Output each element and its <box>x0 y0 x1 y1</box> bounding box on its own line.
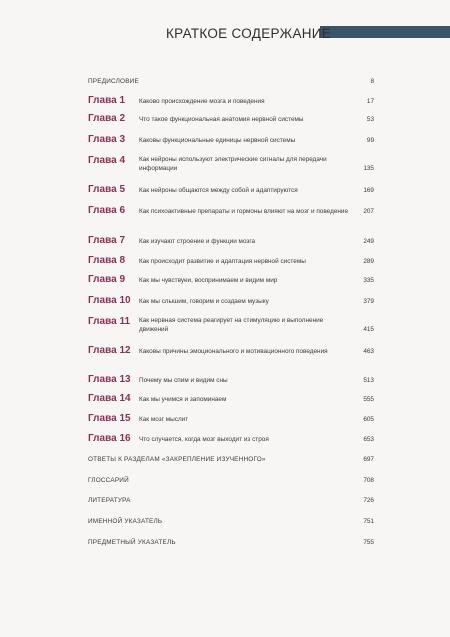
toc-page-number: 135 <box>363 165 374 172</box>
toc-entry-chapter[interactable] <box>88 393 374 404</box>
toc-entry-text: Как нейроны общаются между собой и адаптируются <box>139 187 298 194</box>
chapter-label: Глава 15 <box>88 413 131 424</box>
toc-page-number: 249 <box>363 238 374 245</box>
toc-page-number: 755 <box>363 539 374 546</box>
toc-page-number: 708 <box>363 477 374 484</box>
toc-entry-preface[interactable] <box>88 77 374 86</box>
toc-page-number: 17 <box>366 98 374 105</box>
chapter-label: Глава 14 <box>88 393 131 404</box>
header-color-bar <box>320 26 450 38</box>
toc-page-number: 169 <box>363 187 374 194</box>
toc-entry-text: Как мы учимся и запоминаем <box>139 396 227 403</box>
toc-entry-chapter[interactable] <box>88 134 374 145</box>
chapter-label: Глава 4 <box>88 155 126 166</box>
chapter-label: Глава 11 <box>88 316 131 327</box>
toc-entry-chapter[interactable] <box>88 345 374 356</box>
toc-entry-text: Что случается, когда мозг выходит из строя <box>139 436 269 443</box>
chapter-label: Глава 12 <box>88 345 131 356</box>
toc-page-number: 653 <box>363 436 374 443</box>
toc-entry-chapter[interactable] <box>88 374 374 385</box>
toc-entry-chapter[interactable] <box>88 113 374 124</box>
toc-page-number: 379 <box>363 298 374 305</box>
toc-entry-chapter[interactable] <box>88 255 374 266</box>
toc-entry-chapter[interactable] <box>88 155 374 173</box>
toc-entry-chapter[interactable] <box>88 95 374 106</box>
toc-entry-text: Как нейроны используют электрические сигналы для передачи информации <box>139 156 327 172</box>
chapter-label: Глава 1 <box>88 95 126 106</box>
toc-entry-text: Как мозг мыслит <box>139 416 189 423</box>
toc-entry-text: Как изучают строение и функции мозга <box>139 238 256 245</box>
toc-entry-chapter[interactable] <box>88 316 374 334</box>
toc-entry-glossary[interactable] <box>88 476 374 485</box>
chapter-label: Глава 3 <box>88 134 126 145</box>
toc-page-number: 555 <box>363 396 374 403</box>
toc-entry-chapter[interactable] <box>88 295 374 306</box>
toc-entry-text: Как происходит развитие и адаптация нервной системы <box>139 258 306 265</box>
toc-entry-text: Как нервная система реагирует на стимуляцию и выполнение движений <box>139 317 324 333</box>
toc-entry-chapter[interactable] <box>88 205 374 216</box>
toc-page-number: 751 <box>363 518 374 525</box>
toc-entry-text: Почему мы спим и видим сны <box>139 377 228 384</box>
toc-entry-text: Что такое функциональная анатомия нервной системы <box>139 116 304 123</box>
toc-page-number: 8 <box>370 78 374 85</box>
chapter-label: Глава 5 <box>88 184 126 195</box>
toc-entry-chapter[interactable] <box>88 433 374 444</box>
toc-entry-text: ГЛОССАРИЙ <box>88 477 129 484</box>
toc-page-number: 605 <box>363 416 374 423</box>
toc-page-number: 335 <box>363 277 374 284</box>
toc-entry-chapter[interactable] <box>88 413 374 424</box>
toc-page-number: 289 <box>363 258 374 265</box>
toc-page-number: 207 <box>363 208 374 215</box>
toc-entry-text: ОТВЕТЫ К РАЗДЕЛАМ «ЗАКРЕПЛЕНИЕ ИЗУЧЕННОГО» <box>88 456 266 463</box>
toc-page-number: 513 <box>363 377 374 384</box>
toc-entry-subject-index[interactable] <box>88 538 374 547</box>
chapter-label: Глава 6 <box>88 205 126 216</box>
toc-entry-text: Как мы чувствуеи, воспринимаем и видим мир <box>139 277 278 284</box>
toc-page-number: 415 <box>363 326 374 333</box>
toc-page-number: 463 <box>363 348 374 355</box>
toc-entry-chapter[interactable] <box>88 235 374 246</box>
toc-page-number: 99 <box>366 137 374 144</box>
chapter-label: Глава 10 <box>88 295 131 306</box>
chapter-label: Глава 13 <box>88 374 131 385</box>
toc-page-number: 53 <box>366 116 374 123</box>
chapter-label: Глава 16 <box>88 433 131 444</box>
toc-entry-text: Каково происхождение мозга и поведения <box>139 98 265 105</box>
toc-entry-text: Каковы причины эмоционального и мотивационного поведения <box>139 348 328 355</box>
chapter-label: Глава 8 <box>88 255 126 266</box>
toc-entry-name-index[interactable] <box>88 517 374 526</box>
toc-entry-chapter[interactable] <box>88 184 374 195</box>
toc-entry-text: ЛИТЕРАТУРА <box>88 497 131 504</box>
toc-entry-text: ПРЕДИСЛОВИЕ <box>88 78 139 85</box>
toc-entry-text: Как психоактивные препараты и гормоны влияют на мозг и поведение <box>139 208 349 215</box>
toc-entry-chapter[interactable] <box>88 274 374 285</box>
toc-entry-text: Каковы функциональные единицы нервной системы <box>139 137 296 144</box>
toc-entry-literature[interactable] <box>88 496 374 505</box>
toc-page-number: 726 <box>363 497 374 504</box>
toc-entry-text: Как мы слышим, говорим и создаем музыку <box>139 298 269 305</box>
chapter-label: Глава 2 <box>88 113 126 124</box>
toc-entry-text: ПРЕДМЕТНЫЙ УКАЗАТЕЛЬ <box>88 539 176 546</box>
page-title: КРАТКОЕ СОДЕРЖАНИЕ <box>166 26 332 41</box>
chapter-label: Глава 7 <box>88 235 126 246</box>
chapter-label: Глава 9 <box>88 274 126 285</box>
toc-entry-text: ИМЕННОЙ УКАЗАТЕЛЬ <box>88 518 163 525</box>
toc-entry-answers[interactable] <box>88 455 374 464</box>
toc-page-number: 697 <box>363 456 374 463</box>
